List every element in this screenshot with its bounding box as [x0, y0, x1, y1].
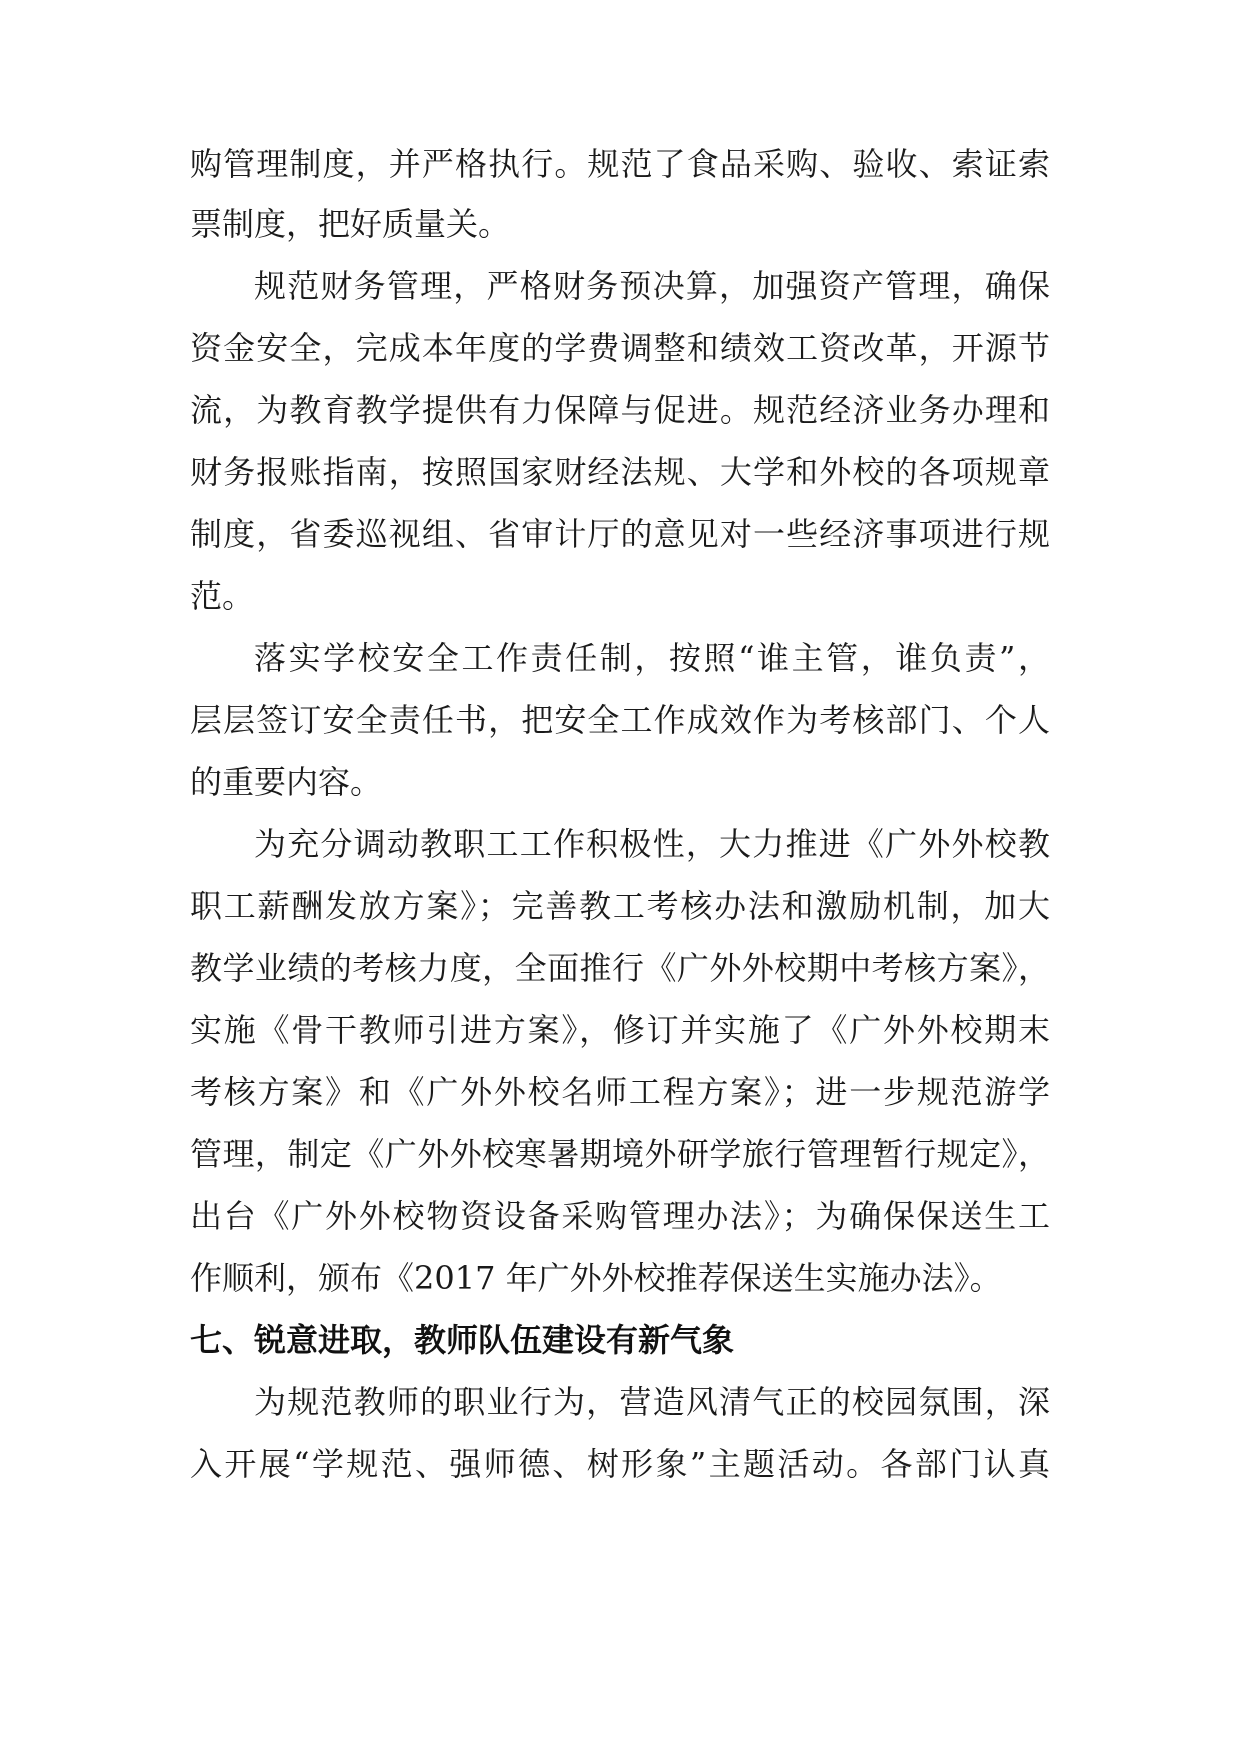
paragraph-4-line-1: 为充分调动教职工工作积极性，大力推进《广外外校教 — [254, 825, 1050, 863]
paragraph-1-line-2: 票制度，把好质量关。 — [190, 205, 511, 243]
paragraph-4-line-8: 作顺利，颁布《2017 年广外外校推荐保送生实施办法》。 — [190, 1259, 1002, 1297]
section-heading: 七、锐意进取，教师队伍建设有新气象 — [190, 1321, 735, 1359]
paragraph-4-line-3: 教学业绩的考核力度，全面推行《广外外校期中考核方案》， — [190, 949, 1050, 987]
paragraph-2-line-1: 规范财务管理，严格财务预决算，加强资产管理，确保 — [254, 267, 1050, 305]
paragraph-4-line-4: 实施《骨干教师引进方案》，修订并实施了《广外外校期末 — [190, 1011, 1050, 1049]
paragraph-2-line-5: 制度，省委巡视组、省审计厅的意见对一些经济事项进行规 — [190, 515, 1050, 553]
paragraph-1-line-1: 购管理制度，并严格执行。规范了食品采购、验收、索证索 — [190, 145, 1050, 183]
paragraph-2-line-6: 范。 — [190, 577, 255, 615]
paragraph-4-line-7: 出台《广外外校物资设备采购管理办法》；为确保保送生工 — [190, 1197, 1050, 1235]
paragraph-2-line-3: 流，为教育教学提供有力保障与促进。规范经济业务办理和 — [190, 391, 1050, 429]
paragraph-4-line-2: 职工薪酬发放方案》；完善教工考核办法和激励机制，加大 — [190, 887, 1050, 925]
paragraph-3-line-3: 的重要内容。 — [190, 763, 383, 801]
final-paragraph-line-1: 为规范教师的职业行为，营造风清气正的校园氛围，深 — [254, 1383, 1050, 1421]
paragraph-3-line-1: 落实学校安全工作责任制，按照“谁主管，谁负责”， — [254, 639, 1050, 677]
paragraph-3-line-2: 层层签订安全责任书，把安全工作成效作为考核部门、个人 — [190, 701, 1050, 739]
final-paragraph-line-2: 入开展“学规范、强师德、树形象”主题活动。各部门认真 — [190, 1445, 1050, 1483]
paragraph-4-line-5: 考核方案》和《广外外校名师工程方案》；进一步规范游学 — [190, 1073, 1050, 1111]
paragraph-4-line-6: 管理，制定《广外外校寒暑期境外研学旅行管理暂行规定》， — [190, 1135, 1050, 1173]
paragraph-2-line-2: 资金安全，完成本年度的学费调整和绩效工资改革，开源节 — [190, 329, 1050, 367]
paragraph-2-line-4: 财务报账指南，按照国家财经法规、大学和外校的各项规章 — [190, 453, 1050, 491]
